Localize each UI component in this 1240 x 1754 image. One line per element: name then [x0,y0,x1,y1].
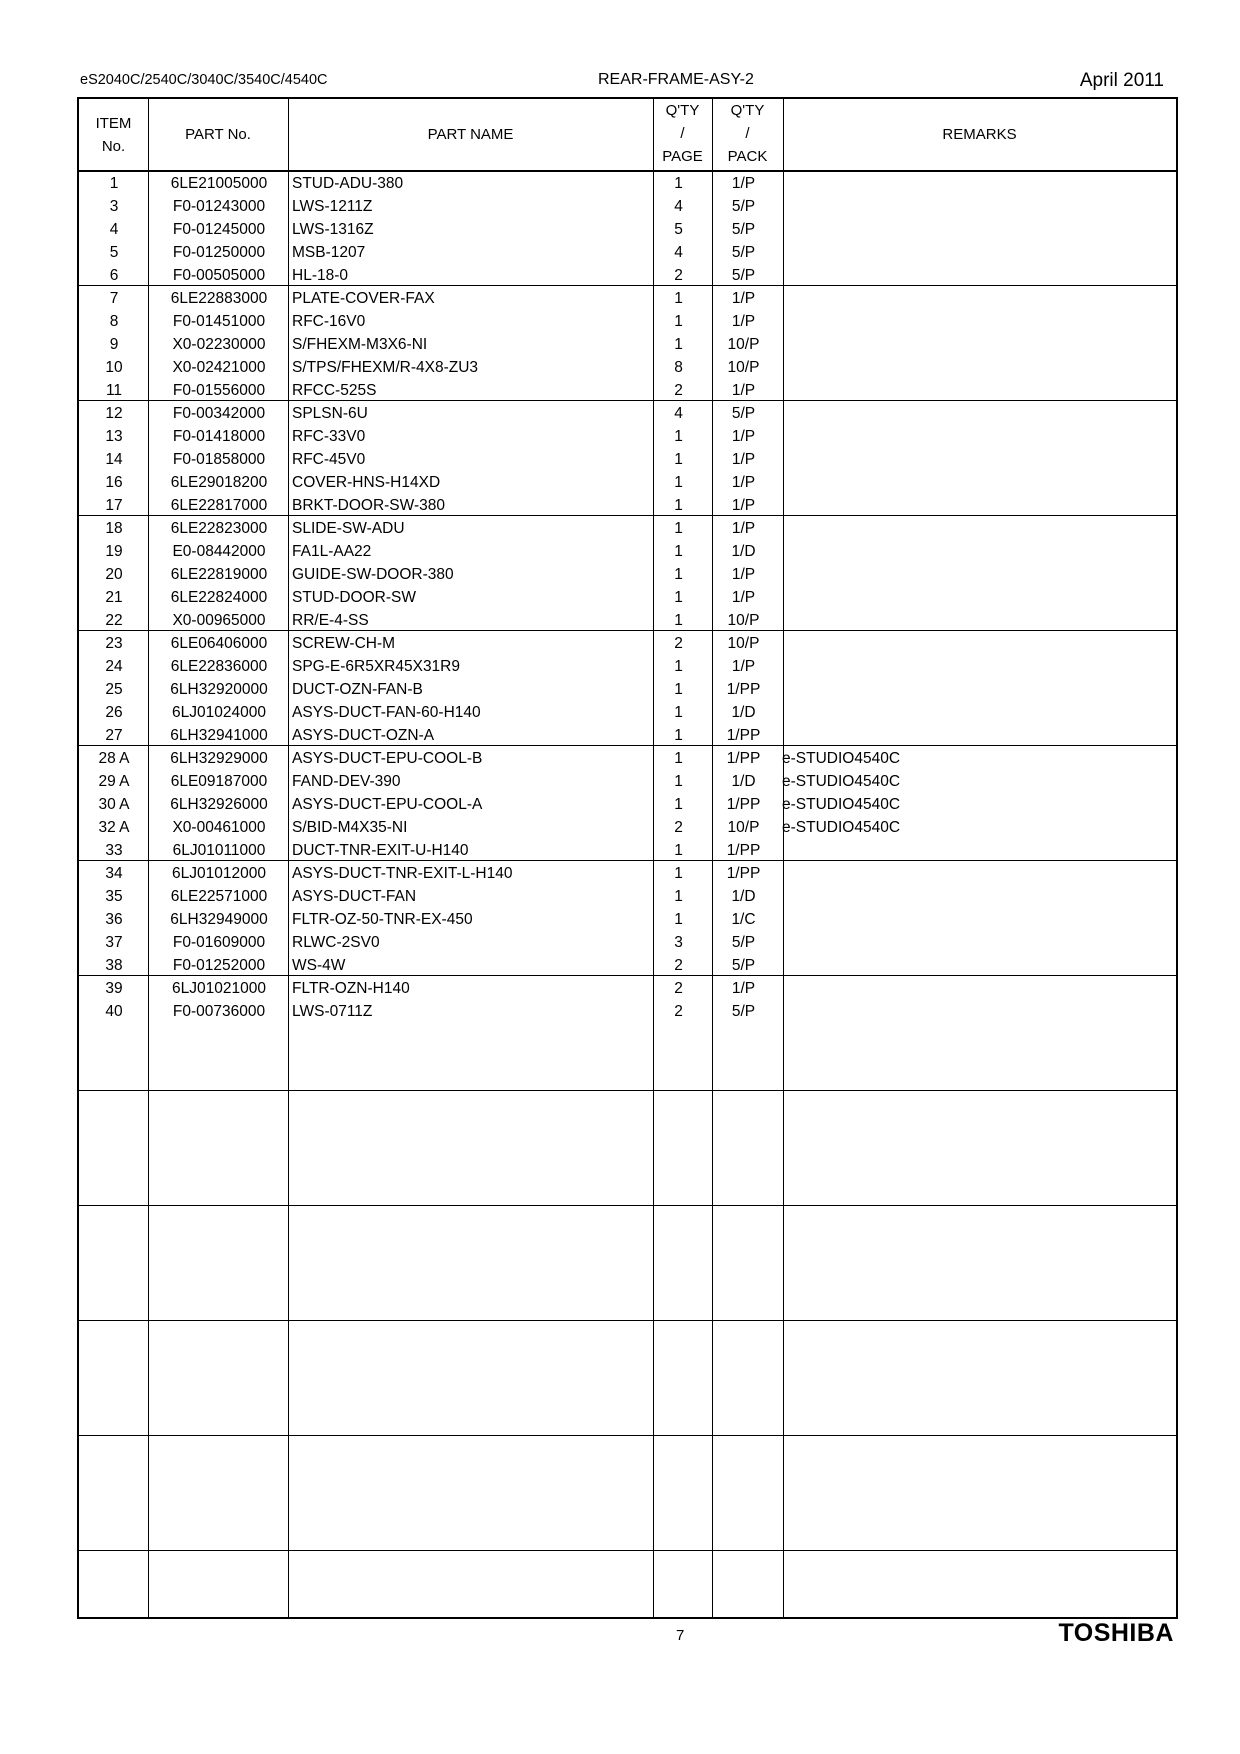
cell-qty-page: 5 [674,221,683,238]
cell-qty-page: 1 [674,773,683,790]
cell-qty-pack: 1/PP [726,681,761,698]
table-row [79,356,1176,379]
cell-qty-pack: 1/P [731,474,756,491]
cell-qty-page: 2 [674,980,683,997]
cell-qty-pack: 1/PP [726,796,761,813]
cell-part-no: 6LE22823000 [170,520,268,537]
cell-item-no: 39 [105,980,123,997]
cell-qty-page: 2 [674,382,683,399]
cell-qty-pack: 10/P [727,635,760,652]
cell-part-name: FAND-DEV-390 [292,773,401,790]
table-row [79,517,1176,540]
cell-part-name: ASYS-DUCT-FAN [292,888,417,905]
cell-qty-pack: 5/P [731,244,756,261]
col-header-item: ITEM No. [95,115,132,155]
cell-qty-page: 1 [674,704,683,721]
col-header-qty-pack: Q'TY / PACK [727,102,768,165]
cell-part-no: F0-01418000 [172,428,266,445]
cell-item-no: 33 [105,842,123,859]
cell-qty-page: 1 [674,451,683,468]
cell-part-no: 6LJ01012000 [172,865,266,882]
cell-qty-pack: 10/P [727,336,760,353]
cell-part-no: 6LE22836000 [170,658,268,675]
cell-qty-pack: 5/P [731,221,756,238]
table-row [79,195,1176,218]
group-divider [79,1205,1176,1206]
cell-part-no: F0-01556000 [172,382,266,399]
cell-qty-page: 1 [674,681,683,698]
cell-qty-page: 1 [674,727,683,744]
table-row [79,862,1176,885]
col-header-part-no: PART No. [185,126,251,143]
cell-part-name: DUCT-OZN-FAN-B [292,681,423,698]
cell-qty-page: 1 [674,313,683,330]
cell-qty-page: 2 [674,635,683,652]
col-header-remarks: REMARKS [942,126,1017,143]
cell-part-no: F0-01245000 [172,221,266,238]
cell-qty-page: 1 [674,336,683,353]
cell-qty-pack: 1/PP [726,865,761,882]
cell-part-name: FLTR-OZ-50-TNR-EX-450 [292,911,473,928]
cell-item-no: 11 [105,382,123,399]
cell-part-name: FA1L-AA22 [292,543,372,560]
cell-part-name: BRKT-DOOR-SW-380 [292,497,446,514]
cell-item-no: 18 [105,520,123,537]
cell-item-no: 14 [105,451,123,468]
cell-part-no: F0-00736000 [172,1003,266,1020]
cell-part-no: F0-01250000 [172,244,266,261]
cell-part-name: SLIDE-SW-ADU [292,520,405,537]
cell-qty-pack: 1/D [731,888,756,905]
cell-qty-page: 1 [674,750,683,767]
cell-part-no: 6LH32949000 [170,911,268,928]
cell-qty-pack: 10/P [727,612,760,629]
cell-part-name: STUD-DOOR-SW [292,589,416,606]
cell-part-no: 6LE29018200 [170,474,268,491]
cell-remarks: e-STUDIO4540C [782,819,901,836]
cell-qty-pack: 1/PP [726,842,761,859]
cell-item-no: 10 [105,359,123,376]
cell-part-name: SPLSN-6U [292,405,368,422]
table-row [79,747,1176,770]
table-row [79,770,1176,793]
cell-item-no: 28 A [98,750,130,767]
cell-qty-pack: 1/P [731,520,756,537]
cell-part-no: E0-08442000 [172,543,266,560]
cell-qty-pack: 1/P [731,428,756,445]
table-row [79,816,1176,839]
cell-part-no: X0-02421000 [172,359,266,376]
cell-part-no: 6LE21005000 [170,175,268,192]
cell-part-no: 6LH32941000 [170,727,268,744]
parts-table [77,97,1178,1619]
table-row [79,241,1176,264]
table-row [79,839,1176,862]
table-row [79,448,1176,471]
table-row [79,494,1176,517]
cell-qty-pack: 1/P [731,980,756,997]
cell-item-no: 38 [105,957,123,974]
cell-qty-page: 2 [674,819,683,836]
cell-qty-page: 1 [674,520,683,537]
cell-part-no: 6LE06406000 [170,635,268,652]
col-header-qty-page: Q'TY / PAGE [662,102,703,165]
cell-part-no: F0-00505000 [172,267,266,284]
cell-qty-pack: 1/P [731,497,756,514]
cell-part-no: 6LJ01011000 [172,842,266,859]
cell-part-name: LWS-0711Z [292,1003,373,1020]
cell-qty-page: 1 [674,911,683,928]
cell-part-no: 6LJ01024000 [172,704,266,721]
cell-qty-pack: 1/C [731,911,756,928]
cell-qty-pack: 5/P [731,267,756,284]
cell-qty-pack: 1/P [731,589,756,606]
cell-item-no: 24 [105,658,123,675]
cell-item-no: 27 [105,727,123,744]
cell-part-no: 6LE22571000 [170,888,268,905]
cell-qty-page: 1 [674,566,683,583]
cell-qty-pack: 5/P [731,405,756,422]
cell-qty-pack: 1/PP [726,727,761,744]
cell-item-no: 5 [109,244,119,261]
cell-part-name: RFCC-525S [292,382,377,399]
cell-part-name: GUIDE-SW-DOOR-380 [292,566,454,583]
cell-item-no: 4 [109,221,119,238]
cell-remarks: e-STUDIO4540C [782,796,901,813]
header-models: eS2040C/2540C/3040C/3540C/4540C [80,72,328,88]
cell-part-name: SPG-E-6R5XR45X31R9 [292,658,460,675]
table-row [79,885,1176,908]
group-divider [79,1435,1176,1436]
col-header-part-name: PART NAME [427,126,514,143]
cell-part-no: 6LE22819000 [170,566,268,583]
cell-qty-page: 4 [674,244,683,261]
table-row [79,563,1176,586]
table-row [79,931,1176,954]
table-row [79,701,1176,724]
cell-part-no: X0-02230000 [172,336,266,353]
cell-part-name: RFC-33V0 [292,428,366,445]
cell-qty-pack: 1/D [731,704,756,721]
cell-part-name: ASYS-DUCT-FAN-60-H140 [292,704,481,721]
cell-qty-page: 2 [674,957,683,974]
cell-part-no: F0-00342000 [172,405,266,422]
cell-item-no: 34 [105,865,123,882]
cell-qty-pack: 10/P [727,819,760,836]
cell-qty-pack: 10/P [727,359,760,376]
cell-part-no: 6LH32920000 [170,681,268,698]
table-row [79,540,1176,563]
cell-qty-pack: 5/P [731,1003,756,1020]
header-assembly-title: REAR-FRAME-ASY-2 [598,71,754,88]
cell-part-name: HL-18-0 [292,267,348,284]
table-row [79,977,1176,1000]
cell-qty-pack: 1/P [731,175,756,192]
cell-qty-page: 1 [674,612,683,629]
table-row [79,1000,1176,1023]
cell-part-name: SCREW-CH-M [292,635,396,652]
table-row [79,655,1176,678]
cell-qty-page: 1 [674,290,683,307]
cell-qty-page: 1 [674,796,683,813]
cell-remarks: e-STUDIO4540C [782,750,901,767]
cell-part-no: F0-01609000 [172,934,266,951]
cell-qty-pack: 1/P [731,451,756,468]
cell-qty-page: 1 [674,543,683,560]
brand-logo: TOSHIBA [1058,1619,1174,1647]
table-row [79,586,1176,609]
cell-qty-page: 1 [674,888,683,905]
cell-part-no: 6LJ01021000 [172,980,266,997]
cell-part-name: ASYS-DUCT-EPU-COOL-A [292,796,483,813]
table-row [79,379,1176,402]
cell-item-no: 35 [105,888,123,905]
group-divider [79,1320,1176,1321]
cell-remarks: e-STUDIO4540C [782,773,901,790]
cell-qty-pack: 5/P [731,934,756,951]
cell-item-no: 21 [105,589,123,606]
cell-qty-page: 8 [674,359,683,376]
cell-qty-page: 1 [674,658,683,675]
table-row [79,264,1176,287]
group-divider [79,1090,1176,1091]
cell-qty-page: 3 [674,934,683,951]
cell-item-no: 12 [105,405,123,422]
cell-qty-page: 1 [674,497,683,514]
cell-qty-pack: 5/P [731,198,756,215]
cell-part-no: 6LH32926000 [170,796,268,813]
table-row [79,218,1176,241]
cell-item-no: 23 [105,635,123,652]
cell-item-no: 22 [105,612,123,629]
cell-item-no: 1 [109,175,119,192]
cell-qty-pack: 1/P [731,290,756,307]
table-row [79,333,1176,356]
cell-item-no: 40 [105,1003,123,1020]
cell-qty-page: 4 [674,198,683,215]
cell-item-no: 26 [105,704,123,721]
cell-part-name: RLWC-2SV0 [292,934,380,951]
cell-item-no: 16 [105,474,123,491]
cell-part-no: 6LE22883000 [170,290,268,307]
cell-part-name: S/TPS/FHEXM/R-4X8-ZU3 [292,359,479,376]
cell-qty-page: 1 [674,474,683,491]
cell-part-no: 6LH32929000 [170,750,268,767]
cell-qty-pack: 1/D [731,543,756,560]
cell-part-name: RFC-16V0 [292,313,366,330]
cell-qty-pack: 5/P [731,957,756,974]
cell-part-name: WS-4W [292,957,346,974]
cell-part-name: ASYS-DUCT-OZN-A [292,727,435,744]
cell-qty-page: 2 [674,267,683,284]
cell-qty-pack: 1/P [731,382,756,399]
cell-part-name: MSB-1207 [292,244,366,261]
cell-part-no: X0-00461000 [172,819,266,836]
cell-part-no: F0-01252000 [172,957,266,974]
table-row [79,287,1176,310]
cell-qty-page: 1 [674,865,683,882]
cell-part-no: F0-01451000 [172,313,266,330]
cell-part-name: PLATE-COVER-FAX [292,290,435,307]
cell-part-name: S/FHEXM-M3X6-NI [292,336,428,353]
page-number: 7 [676,1627,685,1644]
cell-part-name: ASYS-DUCT-EPU-COOL-B [292,750,483,767]
cell-part-name: LWS-1316Z [292,221,374,238]
cell-item-no: 8 [109,313,119,330]
cell-part-no: F0-01243000 [172,198,266,215]
cell-item-no: 6 [109,267,119,284]
cell-part-no: 6LE09187000 [170,773,268,790]
table-row [79,954,1176,977]
cell-item-no: 30 A [98,796,130,813]
table-row [79,172,1176,195]
table-row [79,402,1176,425]
cell-part-name: STUD-ADU-380 [292,175,404,192]
cell-qty-page: 1 [674,842,683,859]
cell-qty-pack: 1/P [731,313,756,330]
cell-item-no: 32 A [98,819,130,836]
cell-item-no: 17 [105,497,123,514]
cell-part-no: 6LE22817000 [170,497,268,514]
cell-qty-page: 4 [674,405,683,422]
cell-qty-page: 1 [674,589,683,606]
table-row [79,632,1176,655]
cell-qty-pack: 1/P [731,566,756,583]
table-row [79,724,1176,747]
cell-part-name: COVER-HNS-H14XD [292,474,441,491]
cell-qty-page: 2 [674,1003,683,1020]
table-row [79,609,1176,632]
cell-part-name: RR/E-4-SS [292,612,369,629]
cell-part-name: FLTR-OZN-H140 [292,980,410,997]
cell-part-no: X0-00965000 [172,612,266,629]
cell-item-no: 25 [105,681,123,698]
table-row [79,425,1176,448]
cell-item-no: 20 [105,566,123,583]
cell-item-no: 29 A [98,773,130,790]
cell-qty-pack: 1/P [731,658,756,675]
table-row [79,908,1176,931]
cell-qty-page: 1 [674,428,683,445]
table-row [79,471,1176,494]
cell-item-no: 7 [109,290,119,307]
cell-item-no: 3 [109,198,119,215]
cell-part-no: F0-01858000 [172,451,266,468]
header-date: April 2011 [1079,70,1164,91]
cell-part-name: ASYS-DUCT-TNR-EXIT-L-H140 [292,865,513,882]
cell-item-no: 19 [105,543,123,560]
cell-qty-page: 1 [674,175,683,192]
cell-item-no: 37 [105,934,123,951]
cell-part-name: DUCT-TNR-EXIT-U-H140 [292,842,469,859]
group-divider [79,1550,1176,1551]
cell-qty-pack: 1/PP [726,750,761,767]
cell-part-name: RFC-45V0 [292,451,366,468]
cell-qty-pack: 1/D [731,773,756,790]
table-row [79,678,1176,701]
cell-item-no: 36 [105,911,123,928]
cell-item-no: 9 [109,336,119,353]
cell-part-no: 6LE22824000 [170,589,268,606]
cell-item-no: 13 [105,428,123,445]
table-row [79,310,1176,333]
cell-part-name: LWS-1211Z [292,198,373,215]
cell-part-name: S/BID-M4X35-NI [292,819,408,836]
table-row [79,793,1176,816]
